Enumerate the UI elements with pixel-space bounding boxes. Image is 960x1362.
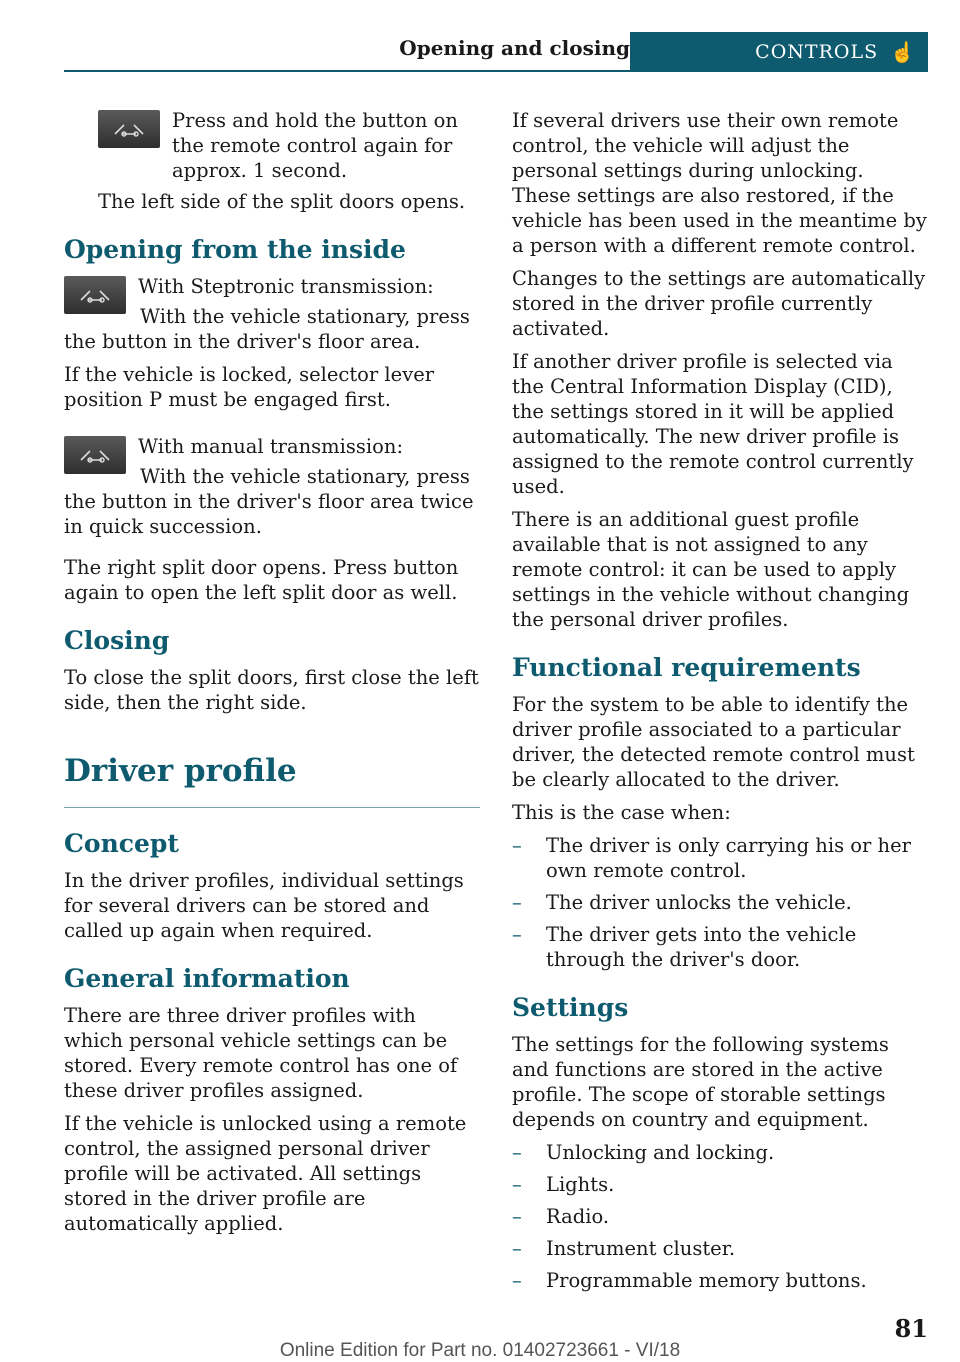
several-drivers-text: If several drivers use their own remote control, the vehicle will adjust the personal settings during unlocking. These settings are also restored, if the vehicle has been used in the meantime by a person with a different remote control. <box>512 109 927 257</box>
left-split-opens-text: The left side of the split doors opens. <box>98 190 466 213</box>
header-chapter-title: CONTROLS <box>755 41 879 63</box>
heading-general-information: General information <box>64 964 350 993</box>
locked-text: If the vehicle is locked, selector lever position P must be engaged first. <box>64 363 435 411</box>
page-header <box>64 32 928 72</box>
list-item: – The driver gets into the vehicle through the driver's door. <box>512 922 928 972</box>
general-text-1: There are three driver profiles with which personal vehicle settings can be stored. Every remote control has one of these driver profiles assigned. <box>64 1004 458 1102</box>
page-number: 81 <box>894 1314 928 1343</box>
remote-button-text: Press and hold the button on the remote control again for approx. 1 second. <box>172 109 458 182</box>
another-profile-text: If another driver profile is selected via the Central Information Display (CID), the settings stored in it will be applied automatically. The new driver profile is assigned to the remote control currently used. <box>512 350 914 498</box>
remote-button-block <box>64 108 480 189</box>
heading-driver-profile: Driver profile <box>64 753 480 808</box>
heading-functional-requirements: Functional requirements <box>512 653 861 682</box>
list-item: – Radio. <box>512 1204 928 1229</box>
header-rule <box>64 70 928 72</box>
manual-label: With manual transmission: <box>138 435 404 458</box>
manual-text: With the vehicle stationary, press the button in the driver's floor area twice in quick succession. <box>64 465 474 538</box>
list-item: – Instrument cluster. <box>512 1236 928 1261</box>
heading-opening-inside: Opening from the inside <box>64 235 406 264</box>
left-column <box>64 108 480 1244</box>
functional-text: For the system to be able to identify the driver profile associated to a particular driver, the detected remote control must be clearly allocated to the driver. <box>512 693 915 791</box>
heading-closing: Closing <box>64 626 170 655</box>
concept-text: In the driver profiles, individual settings for several drivers can be stored and called up again when required. <box>64 869 464 942</box>
settings-text: The settings for the following systems and functions are stored in the active profile. The scope of storable settings depends on country and equipment. <box>512 1033 889 1131</box>
list-item: – The driver unlocks the vehicle. <box>512 890 928 915</box>
general-text-2: If the vehicle is unlocked using a remote control, the assigned personal driver profile will be activated. All settings stored in the driver profile are automatically applied. <box>64 1112 467 1235</box>
settings-list <box>512 1140 928 1293</box>
split-door-button-icon <box>64 276 126 314</box>
heading-concept: Concept <box>64 829 179 858</box>
split-door-button-icon <box>98 110 160 148</box>
steptronic-label: With Steptronic transmission: <box>138 275 434 298</box>
list-item: – The driver is only carrying his or her own remote control. <box>512 833 928 883</box>
case-when-text: This is the case when: <box>512 801 731 824</box>
case-list <box>512 833 928 972</box>
pointing-hand-icon: ☝ <box>890 40 916 64</box>
header-chapter-tab <box>630 32 928 72</box>
right-column <box>512 108 928 1301</box>
right-split-text: The right split door opens. Press button again to open the left split door as well. <box>64 556 459 604</box>
heading-settings: Settings <box>512 993 629 1022</box>
list-item: – Unlocking and locking. <box>512 1140 928 1165</box>
header-section-title: Opening and closing <box>399 36 630 60</box>
list-item: – Lights. <box>512 1172 928 1197</box>
steptronic-text: With the vehicle stationary, press the button in the driver's floor area. <box>64 305 470 353</box>
list-item: – Programmable memory buttons. <box>512 1268 928 1293</box>
footer-edition: Online Edition for Part no. 01402723661 - VI/18 <box>279 1340 681 1361</box>
closing-text: To close the split doors, first close the left side, then the right side. <box>64 666 479 714</box>
guest-profile-text: There is an additional guest profile available that is not assigned to any remote control: it can be used to apply settings in the vehicle without changing the personal driver profiles. <box>512 508 910 631</box>
changes-text: Changes to the settings are automatically stored in the driver profile currently activated. <box>512 267 926 340</box>
split-door-button-icon <box>64 436 126 474</box>
